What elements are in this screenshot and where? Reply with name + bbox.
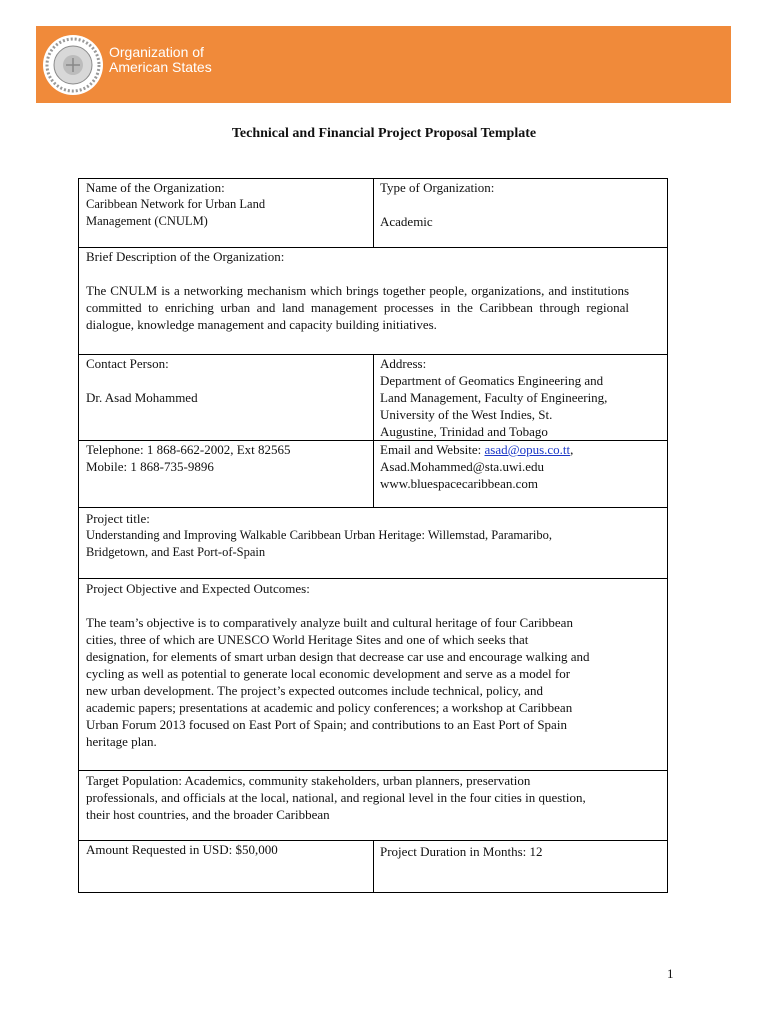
organization-name-line2: American States <box>109 59 212 75</box>
objective-line: academic papers; presentations at academic and policy conferences; a workshop at Caribbean <box>86 700 573 715</box>
project-title-cell <box>79 508 668 579</box>
mobile-text: Mobile: 1 868-735-9896 <box>86 459 214 474</box>
project-title-line2: Bridgetown, and East Port-of-Spain <box>86 545 266 559</box>
phone-email-row <box>79 441 668 508</box>
org-name-label: Name of the Organization: <box>86 180 225 195</box>
email-link[interactable]: asad@opus.co.tt <box>484 442 571 457</box>
email-cell <box>374 441 668 508</box>
amount-text: Amount Requested in USD: $50,000 <box>86 842 278 857</box>
target-population-row <box>79 771 668 841</box>
amount-cell <box>79 841 374 893</box>
email-label: Email and Website: <box>380 442 485 457</box>
amount-duration-row <box>79 841 668 893</box>
org-type-value: Academic <box>380 214 433 229</box>
org-type-label: Type of Organization: <box>380 180 495 195</box>
target-line: their host countries, and the broader Caribbean <box>86 807 330 822</box>
project-title-line1: Understanding and Improving Walkable Caribbean Urban Heritage: Willemstad, Paramaribo, <box>86 528 552 542</box>
email-secondary: Asad.Mohammed@sta.uwi.edu <box>380 459 544 474</box>
address-line2: Land Management, Faculty of Engineering, <box>380 390 608 405</box>
target-line: professionals, and officials at the local, national, and regional level in the four cities in question, <box>86 790 586 805</box>
contact-label: Contact Person: <box>86 356 169 371</box>
contact-value: Dr. Asad Mohammed <box>86 390 198 405</box>
address-label: Address: <box>380 356 427 371</box>
organization-row <box>79 179 668 248</box>
org-name-value-line1: Caribbean Network for Urban Land <box>86 197 266 211</box>
description-label: Brief Description of the Organization: <box>86 249 285 264</box>
website-text: www.bluespacecaribbean.com <box>380 476 538 491</box>
organization-name-line1: Organization of <box>109 44 204 60</box>
oas-seal-icon <box>42 34 104 96</box>
address-cell <box>374 355 668 441</box>
address-line3: University of the West Indies, St. <box>380 407 553 422</box>
project-title-label: Project title: <box>86 511 150 526</box>
address-line1: Department of Geomatics Engineering and <box>380 373 604 388</box>
objective-line: designation, for elements of smart urban design that decrease car use and encourage walking and <box>86 649 590 664</box>
proposal-form-table <box>78 178 668 893</box>
objective-row <box>79 579 668 771</box>
description-text: The CNULM is a networking mechanism which brings together people, organizations, and institutions committed to enriching urban and land management processes in the Caribbean through regional dialogue, knowledge management and capacity building initiatives. <box>86 283 629 332</box>
page-number: 1 <box>667 966 674 981</box>
target-line: Target Population: Academics, community stakeholders, urban planners, preservation <box>86 773 531 788</box>
objective-line: The team’s objective is to comparatively analyze built and cultural heritage of four Caribbean <box>86 615 573 630</box>
objective-cell <box>79 579 668 771</box>
org-name-value-line2: Management (CNULM) <box>86 214 208 228</box>
organization-name <box>109 45 212 75</box>
objective-line: cycling as well as potential to generate local economic development and serve as a model for <box>86 666 571 681</box>
address-line4: Augustine, Trinidad and Tobago <box>380 424 548 439</box>
org-name-cell <box>79 179 374 248</box>
document-title: Technical and Financial Project Proposal Template <box>231 126 537 141</box>
duration-text: Project Duration in Months: 12 <box>380 844 543 859</box>
org-type-cell <box>374 179 668 248</box>
project-title-row <box>79 508 668 579</box>
objective-label: Project Objective and Expected Outcomes: <box>86 581 310 596</box>
description-row <box>79 248 668 355</box>
duration-cell <box>374 841 668 893</box>
email-line: Email and Website: asad@opus.co.tt, <box>380 442 574 457</box>
description-cell <box>79 248 668 355</box>
objective-line: Urban Forum 2013 focused on East Port of Spain; and contributions to an East Port of Spain <box>86 717 567 732</box>
contact-row <box>79 355 668 441</box>
objective-line: new urban development. The project’s expected outcomes include technical, policy, and <box>86 683 544 698</box>
header-banner <box>36 26 731 103</box>
contact-cell <box>79 355 374 441</box>
target-population-cell <box>79 771 668 841</box>
phone-cell <box>79 441 374 508</box>
telephone-text: Telephone: 1 868-662-2002, Ext 82565 <box>86 442 291 457</box>
objective-line: heritage plan. <box>86 734 157 749</box>
objective-line: cities, three of which are UNESCO World Heritage Sites and one of which seeks that <box>86 632 529 647</box>
